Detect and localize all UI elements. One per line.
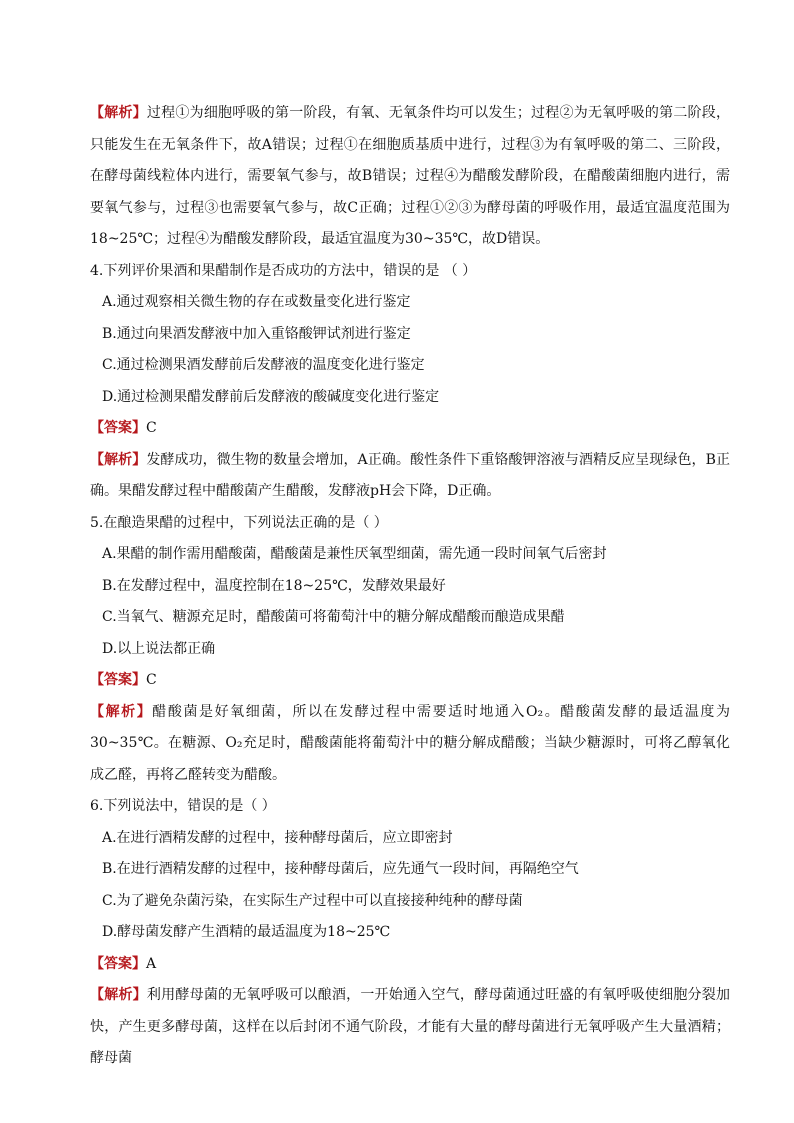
answer-label: 【答案】: [90, 955, 146, 972]
question-option: D.以上说法都正确: [102, 640, 216, 657]
analysis-label: 【解析】: [90, 105, 147, 121]
answer-text: C: [146, 672, 157, 688]
question-option: C.当氧气、糖源充足时，醋酸菌可将葡萄汁中的糖分解成醋酸而酿造成果醋: [102, 609, 565, 625]
document-content: [90, 98, 730, 1075]
answer-label: 【答案】: [90, 420, 146, 436]
analysis-paragraph: [90, 445, 730, 508]
question-option: A.在进行酒精发酵的过程中，接种酵母菌后，应立即密封: [102, 829, 453, 846]
answer-line: [90, 665, 730, 697]
answer-label: 【答案】: [90, 672, 146, 688]
question-option: B.在发酵过程中，温度控制在18~25℃，发酵效果最好: [102, 577, 446, 594]
question-option: B.通过向果酒发酵液中加入重铬酸钾试剂进行鉴定: [102, 325, 411, 342]
answer-line: [90, 949, 730, 981]
analysis-label: 【解析】: [90, 451, 147, 468]
analysis-text: 过程①为细胞呼吸的第一阶段，有氧、无氧条件均可以发生；过程②为无氧呼吸的第二阶段，只能发生在无氧条件下，故A错误；过程①在细胞质基质中进行，过程③为有氧呼吸的第二、三阶段，在酵母菌线粒体内进行，需要氧气参与，故B错误；过程④为醋酸发酵阶段，在醋酸菌细胞内进行，需要氧气参与，过程③也需要氧气参与，故C正确；过程①②③为酵母菌的呼吸作用，最适宜温度范围为18~25℃；过程④为醋酸发酵阶段，最适宜温度为30~35℃，故D错误。: [90, 105, 731, 247]
question-option: C.通过检测果酒发酵前后发酵液的温度变化进行鉴定: [102, 357, 425, 373]
analysis-paragraph: [90, 98, 730, 256]
answer-text: A: [146, 955, 157, 972]
question-stem: 5.在酿造果醋的过程中，下列说法正确的是（ ）: [90, 514, 388, 531]
analysis-label: 【解析】: [90, 987, 147, 1003]
question-stem: 4.下列评价果酒和果醋制作是否成功的方法中，错误的是 （ ）: [90, 262, 477, 279]
question-stem: 6.下列说法中，错误的是（ ）: [90, 798, 276, 814]
question-option: D.酵母菌发酵产生酒精的最适温度为18~25℃: [102, 924, 391, 940]
analysis-text: 醋酸菌是好氧细菌，所以在发酵过程中需要适时地通入O₂。醋酸菌发酵的最适温度为30~35℃。在糖源、O₂充足时，醋酸菌能将葡萄汁中的糖分解成醋酸；当缺少糖源时，可将乙醇氧化成乙醛，再将乙醛转变为醋酸。: [90, 703, 731, 783]
analysis-text: 利用酵母菌的无氧呼吸可以酿酒，一开始通入空气，酵母菌通过旺盛的有氧呼吸使细胞分裂加快，产生更多酵母菌，这样在以后封闭不通气阶段，才能有大量的酵母菌进行无氧呼吸产生大量酒精；酵母菌: [90, 987, 731, 1066]
answer-text: C: [146, 420, 157, 436]
question-option: B.在进行酒精发酵的过程中，接种酵母菌后，应先通气一段时间，再隔绝空气: [102, 861, 579, 877]
question-option: A.通过观察相关微生物的存在或数量变化进行鉴定: [102, 294, 411, 310]
question-option: A.果醋的制作需用醋酸菌，醋酸菌是兼性厌氧型细菌，需先通一段时间氧气后密封: [102, 546, 607, 562]
analysis-paragraph: [90, 697, 730, 792]
analysis-label: 【解析】: [90, 703, 153, 720]
question-option: C.为了避免杂菌污染，在实际生产过程中可以直接接种纯种的酵母菌: [102, 892, 523, 909]
analysis-paragraph: [90, 980, 730, 1075]
answer-line: [90, 413, 730, 445]
question-option: D.通过检测果醋发酵前后发酵液的酸碱度变化进行鉴定: [102, 388, 440, 405]
analysis-text: 发酵成功，微生物的数量会增加，A正确。酸性条件下重铬酸钾溶液与酒精反应呈现绿色，B正确。果醋发酵过程中醋酸菌产生醋酸，发酵液pH会下降，D正确。: [90, 451, 730, 499]
